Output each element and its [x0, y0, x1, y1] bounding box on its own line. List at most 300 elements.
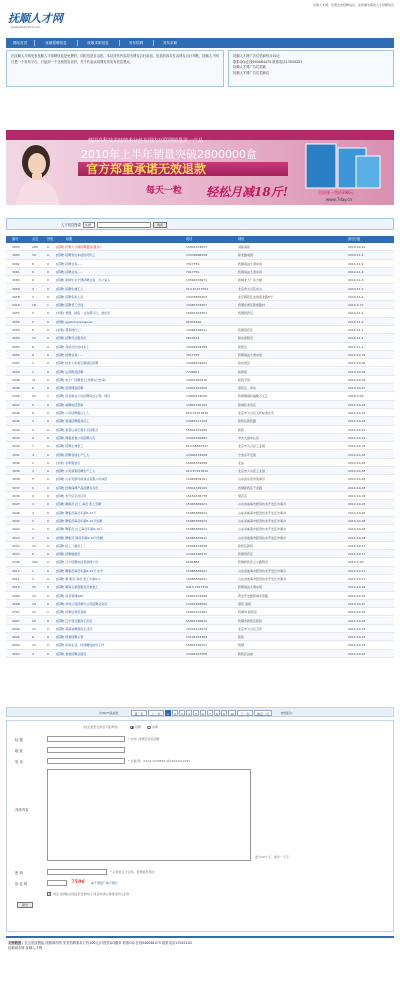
cell-last-reply: 2010-10-21: [348, 402, 366, 407]
cell-last-reply: 2010-10-15: [348, 601, 366, 606]
cell-title[interactable]: [招聘] 世界网络招聘: [56, 386, 84, 391]
cell-replies: 0: [47, 477, 49, 482]
cell-last-reply: 2010-10-18: [348, 452, 366, 457]
table-row: [6, 583, 394, 591]
cell-id: 3039: [12, 469, 20, 474]
notice-box: [6, 50, 224, 87]
logo-title: 抚顺人才网: [8, 12, 63, 25]
cell-address: 抚顺: [238, 643, 245, 648]
cell-address: 抚顺望花区: [238, 328, 254, 332]
col-id: 编号: [12, 237, 19, 241]
cell-last-reply: 2010-11-2: [348, 319, 364, 324]
cell-id: 3061: [12, 269, 20, 274]
cell-address: 抚顺南站大湾东街: [238, 352, 263, 357]
table-row: [6, 268, 394, 276]
cell-title[interactable]: [招聘] 公司招聘搬运工人: [56, 411, 90, 415]
cell-replies: 0: [47, 361, 49, 366]
cell-phone: 15941337361: [186, 610, 207, 615]
cell-last-reply: 2010-10-19: [348, 435, 366, 440]
cell-title[interactable]: [招聘] 抚顺保健产品招聘业务员: [56, 485, 99, 490]
cell-title[interactable]: [招聘] 招聘家政人员: [56, 294, 84, 299]
cell-phone: 13304167558: [186, 651, 207, 656]
cell-address: 山东省威海市经济技术开发区外事办: [238, 568, 287, 573]
table-row: [6, 617, 394, 625]
pager-jump[interactable]: [转到页]: [281, 711, 293, 715]
cell-id: 3060: [12, 278, 20, 283]
cell-clicks: 5: [32, 319, 34, 324]
cell-address: 新抚平街: [238, 377, 251, 382]
cell-phone: 13004166375: [186, 552, 207, 557]
cell-phone: 13104163384: [186, 635, 207, 640]
cell-id: 3003: [12, 651, 20, 656]
cell-title[interactable]: [招聘] 招聘业务……: [56, 352, 84, 357]
cell-title[interactable]: [求职] 管理、销售、业务都可以，最好是: [56, 311, 111, 316]
cell-clicks: 2: [32, 427, 34, 432]
pager-page-5[interactable]: 5: [193, 710, 199, 716]
table-row: [6, 442, 394, 450]
cell-replies: 0: [47, 585, 49, 590]
title-input[interactable]: [47, 736, 125, 742]
table-row: [6, 525, 394, 533]
cell-title[interactable]: [招聘] 资金制业公司招聘保洁主管、项目: [56, 394, 111, 399]
cell-id: 3041: [12, 452, 20, 457]
table-row: [6, 641, 394, 649]
col-address: 地址: [238, 237, 245, 241]
cell-replies: 0: [47, 336, 49, 341]
cell-replies: 0: [47, 245, 49, 249]
password-input[interactable]: [47, 869, 107, 875]
cell-clicks: 6: [32, 411, 34, 415]
ad-line-4[interactable]: 抚顺人才网广告位招商位: [233, 70, 270, 75]
cell-id: 3038: [12, 477, 20, 482]
cell-replies: 0: [47, 253, 49, 258]
cell-phone: 15965365621: [186, 535, 207, 540]
cell-id: 3048: [12, 386, 20, 391]
cell-title[interactable]: [招聘] 希望认真可靠年长的职员: [56, 427, 99, 432]
cell-id: 3045: [12, 419, 20, 424]
address-label: 地 址: [15, 749, 23, 753]
cell-id: 3010: [12, 585, 20, 590]
cell-last-reply: 2010-10-15: [348, 626, 366, 631]
type-radio-job[interactable]: [147, 726, 151, 730]
table-row: [6, 600, 394, 608]
cell-clicks: 6: [32, 344, 34, 349]
cell-last-reply: 2010-10-21: [348, 427, 366, 432]
cell-title[interactable]: [招聘] 聘船员海员年薪6-12万 中介: [56, 568, 104, 573]
cell-address: 望花区、河东: [238, 386, 257, 391]
cell-replies: 0: [47, 469, 49, 474]
cell-title[interactable]: [招聘] 招聘生效工人: [56, 286, 84, 291]
captcha-input[interactable]: [47, 880, 67, 886]
cell-title[interactable]: [招聘] 招聘业务……: [56, 269, 84, 274]
cell-title[interactable]: [招聘] 我是优化的技术工: [56, 344, 90, 349]
table-row: [6, 575, 394, 583]
cell-title[interactable]: [招聘] 铁东大东康宝眼镜店招聘: [56, 361, 99, 366]
content-hint: 最少10个字，最多一千字: [255, 855, 289, 859]
banner-small-text: 韩国高科技美味纳米分丝在国内互联网销量第一产品: [88, 138, 204, 144]
cell-clicks: 1: [32, 361, 34, 366]
cell-id: 3037: [12, 485, 20, 490]
cell-address: 铁东街区: [238, 361, 251, 366]
cell-replies: 0: [47, 635, 49, 640]
cell-clicks: 3: [32, 294, 34, 299]
pager-prev[interactable]: 上一页: [148, 710, 164, 716]
cell-title[interactable]: [招聘] 招聘有出车能的司机工: [56, 253, 96, 258]
cell-id: 3046: [12, 411, 20, 415]
pager-last[interactable]: 最后一页: [254, 710, 272, 716]
cell-phone: 2614374: [186, 336, 200, 341]
cell-clicks: 4: [32, 452, 34, 457]
table-row: [6, 509, 394, 517]
cell-clicks: 10: [32, 543, 36, 548]
table-row: [6, 592, 394, 600]
phone-input[interactable]: [47, 758, 125, 764]
cell-phone: 15201112979: [186, 626, 207, 631]
table-row: [6, 467, 394, 475]
cell-clicks: 1: [32, 369, 34, 374]
table-row: [6, 542, 394, 550]
cell-clicks: 5: [32, 402, 34, 407]
cell-clicks: 3: [32, 286, 34, 291]
cell-title[interactable]: [招聘] 邢智招聘主管: [56, 635, 84, 640]
cell-title[interactable]: [招聘] 食堂招聘杂面员: [56, 651, 87, 656]
captcha-image: 7596: [71, 879, 85, 885]
cell-address: 抚顺顺城区福鞍万汇汇: [238, 394, 269, 399]
cell-address: 抚顺南站大湾东街: [238, 261, 263, 266]
cell-clicks: 3: [32, 419, 34, 424]
cell-replies: 0: [47, 460, 49, 465]
cell-replies: 0: [47, 485, 49, 490]
table-row: [6, 309, 394, 317]
cell-replies: 0: [47, 294, 49, 299]
cell-id: 3012: [12, 568, 20, 573]
cell-id: 3056: [12, 319, 20, 324]
table-row: [6, 633, 394, 641]
cell-title[interactable]: [招聘] 市场公司抚顺分公司招聘业务员: [56, 601, 108, 606]
cell-title[interactable]: [求职] 求职服装店: [56, 460, 81, 465]
cell-address: 新抚区新抚: [238, 543, 254, 548]
table-row: [6, 376, 394, 384]
cell-id: 3004: [12, 643, 20, 648]
cell-phone: 7708421: [186, 369, 200, 374]
table-row: [6, 517, 394, 525]
cell-last-reply: 2010-11-1: [348, 328, 364, 332]
pager-page-4[interactable]: 4: [186, 710, 192, 716]
cell-address: 抚顺南站大湾东街: [238, 585, 263, 590]
cell-address: 山东省威海市经济技术开发区外事办: [238, 510, 287, 515]
cell-last-reply: 2010-10-15: [348, 618, 366, 623]
cell-title[interactable]: [招聘] 健康美食公司招聘人员: [56, 435, 96, 440]
pager-page-6[interactable]: 6: [200, 710, 206, 716]
cell-phone: 15965365621: [186, 502, 207, 507]
ad-box: [228, 50, 394, 87]
cell-phone: 15154336778: [186, 494, 207, 498]
type-radio-recruit[interactable]: [130, 726, 134, 730]
table-row: [6, 334, 394, 342]
cell-replies: 0: [47, 278, 49, 283]
table-row: [6, 260, 394, 268]
cell-title[interactable]: [招聘] 辽宁商业服饰专卖店: [56, 618, 93, 623]
cell-id: 3044: [12, 427, 20, 432]
cell-address: 中央大街中心区: [238, 435, 260, 440]
cell-phone: 0413-7917759: [186, 585, 209, 590]
cell-id: 3023: [12, 535, 20, 540]
cell-phone: 15965365621: [186, 568, 207, 573]
phone-hint: * 必填 例：0413-1234567 或13041112222: [128, 759, 191, 763]
top-notice: 抚顺人才网，免费发布招聘信息，在抚顺求职找人才招聘信息: [312, 3, 394, 7]
cell-last-reply: 2010-10-18: [348, 469, 366, 474]
logo-url: www.fsinfo413.com: [11, 25, 41, 29]
cell-title[interactable]: [招聘] 电子厂招聘普工(急聘)(已结束): [56, 377, 106, 382]
cell-replies: 0: [47, 535, 49, 540]
cell-title[interactable]: [招聘] 公司高管招聘生产工人: [56, 469, 96, 474]
cell-id: 3053: [12, 344, 20, 349]
cell-phone: 6081886: [186, 560, 200, 565]
cell-last-reply: 2010-10-21: [348, 411, 366, 415]
cell-id: 3008: [12, 601, 20, 606]
pager-next[interactable]: 下一页: [237, 710, 253, 716]
pager-page-2[interactable]: 2: [172, 710, 178, 716]
cell-phone: 15841396612: [186, 618, 207, 623]
submit-button[interactable]: 提交: [17, 902, 33, 908]
cell-title[interactable]: [招聘] 聘船员 海员年薪6-12万急聘: [56, 535, 104, 540]
cell-clicks: 12: [32, 336, 36, 341]
cell-address: 山东省威海市经济技术开发区外事办: [238, 502, 287, 507]
address-input[interactable]: [47, 747, 125, 753]
cell-id: 3051: [12, 361, 20, 366]
cell-last-reply: 2010-5-29: [348, 560, 364, 565]
table-row: [6, 276, 394, 284]
table-row: [6, 318, 394, 326]
pager-page-3[interactable]: 3: [179, 710, 185, 716]
phone-label: 电 话: [15, 760, 23, 764]
cell-address: 北京市大兴区工业园: [238, 469, 266, 474]
nav-post-recruit[interactable]: 发布招聘: [128, 41, 144, 45]
cell-title[interactable]: [招聘] 招聘普工学徒: [56, 303, 84, 308]
pager-first[interactable]: 第一页: [131, 710, 147, 716]
cell-id: 2707: [12, 610, 20, 615]
cell-replies: 0: [47, 311, 49, 316]
cell-replies: 0: [47, 510, 49, 515]
footer-line-2[interactable]: 抚顺城市网 抚顺人才网: [8, 946, 43, 950]
cell-phone: 15965365621: [186, 518, 207, 523]
cell-title[interactable]: [求职] 都是操作工！: [56, 328, 84, 332]
cell-phone: 13841330193: [186, 402, 207, 407]
cell-title[interactable]: [招聘] 山东英源环保建业有限公司诚招: [56, 477, 108, 482]
cell-replies: 0: [47, 269, 49, 274]
cell-last-reply: 2010-11-4: [348, 253, 364, 258]
cell-replies: 0: [47, 352, 49, 357]
cell-clicks: 6: [32, 278, 34, 283]
cell-clicks: 1: [32, 460, 34, 465]
cell-title[interactable]: [招聘] 聘船员 拉工海员年薪6-12万: [56, 527, 104, 532]
cell-clicks: 10: [32, 593, 36, 598]
cell-last-reply: 2010-10-17: [348, 543, 366, 548]
pager-page-9[interactable]: 9: [221, 710, 227, 716]
cell-title[interactable]: [招聘] 资金管理APP: [56, 593, 83, 598]
notice-text: 在抚顺人才网发布抚顺人才招聘信息是免费的，同时也是自由的，本站所有内容均为网友自行添加。信息的真实性由网友自行判断，抚顺人才网只是一个发布平台，只起到一个交流信息目的，并不代表认同网友所发布信息观点。: [11, 54, 219, 64]
search-input[interactable]: [97, 222, 151, 228]
cell-address: 西安开发路新城中部路: [238, 593, 269, 598]
cell-last-reply: 2010-10-18: [348, 477, 366, 482]
cell-title[interactable]: [招聘] 新城乐尔宁德招聘业务、办公室人: [56, 278, 111, 283]
cell-address: 北京市大兴区五环标准住宅: [238, 411, 275, 415]
cell-title[interactable]: [招聘] 招聘生效普工: [56, 444, 84, 449]
cell-title[interactable]: [招聘] 聘船员 拉工 海员 普工急聘: [56, 502, 102, 507]
cell-phone: 7917759: [186, 352, 200, 357]
pager: [6, 707, 394, 717]
table-row: [6, 401, 394, 409]
captcha-refresh-link[interactable]: 看不清楚？换个图片: [91, 881, 119, 885]
cell-phone: 15965365621: [186, 577, 207, 581]
cell-title[interactable]: [招聘] 招聘司总服务员: [56, 336, 87, 341]
cell-last-reply: 2010-10-18: [348, 444, 366, 449]
post-form: [6, 720, 394, 932]
cell-replies: 0: [47, 626, 49, 631]
cell-title[interactable]: [招聘] 招工（最好工）: [56, 543, 87, 548]
pager-page-10[interactable]: 10: [228, 710, 236, 716]
cell-address: 抚顺望花区: [238, 552, 254, 557]
cell-last-reply: 2010-10-17: [348, 552, 366, 557]
site-logo[interactable]: [8, 10, 98, 36]
cell-address: 宁金乡平安街: [238, 452, 257, 457]
cell-title[interactable]: [招聘] 招聘业务……: [56, 261, 84, 266]
cell-last-reply: 2010-10-17: [348, 577, 366, 581]
cell-title[interactable]: [招聘] 招聘各地生产工人: [56, 452, 90, 457]
cell-replies: 0: [47, 411, 49, 415]
cell-phone: 15904233458: [186, 543, 207, 548]
cell-replies: 0: [47, 369, 49, 374]
cell-clicks: 4: [32, 510, 34, 515]
cell-replies: 2: [47, 560, 49, 565]
cell-title[interactable]: [招聘] 聘 船员 海员 普工年薪6-1: [56, 577, 101, 581]
cell-title[interactable]: [招聘] 普通招聘服务员工: [56, 419, 90, 424]
cell-title[interactable]: [招聘] 高薪诚聘国际生活员: [56, 626, 93, 631]
cell-title[interactable]: [招聘] 聘船员海员年薪6-12万: [56, 510, 97, 515]
footer-links-text[interactable]: | 在这里放链接 抚顺城市网 发布招聘要求只有100元/月提供QQ服务 联系QQ:在线940064475 联系电话13945205: [22, 941, 192, 945]
cell-title[interactable]: [招聘] 聘船员海员年薪6-12万急聘: [56, 518, 103, 523]
ad-line-3[interactable]: 抚顺人才网广告位招商: [233, 65, 266, 69]
cell-address: 抚顺市新抚区新抚: [238, 618, 263, 623]
cell-title[interactable]: [招聘] 家庭生活、快速赚钱的好工作: [56, 643, 105, 648]
table-row: [6, 451, 394, 459]
cell-clicks: 3: [32, 651, 34, 656]
cell-phone: 15841359458: [186, 460, 207, 465]
cell-last-reply: 2010-4-23: [348, 394, 364, 399]
cell-phone: 13804233008: [186, 394, 207, 399]
table-row: [6, 417, 394, 425]
cell-title[interactable]: [招聘] gjgzkdzyiwxigeuw: [56, 319, 93, 324]
search-field-select[interactable]: 标题: [83, 222, 95, 228]
nav-job-info[interactable]: 抚顺求职信息: [87, 41, 109, 45]
cell-phone: 7917759: [186, 269, 200, 274]
table-row: [6, 384, 394, 392]
content-textarea[interactable]: [47, 769, 251, 861]
cell-title[interactable]: [招聘] 抚顺人才网招聘置顶(置顶): [56, 245, 101, 249]
cell-clicks: 43: [32, 394, 36, 399]
cell-last-reply: 2010-10-10: [348, 245, 366, 249]
cell-address: 抚顺新抚区千金路: [238, 485, 263, 490]
cell-title[interactable]: [招聘] 招聘数据员: [56, 552, 81, 557]
cell-phone: 010-57223612: [186, 469, 209, 474]
cell-id: 3026: [12, 510, 20, 515]
cell-last-reply: 2010-10-18: [348, 502, 366, 507]
cell-phone: 7917759: [186, 261, 200, 266]
cell-id: 3306: [12, 394, 20, 399]
pager-page-1[interactable]: 1: [165, 710, 171, 716]
type-job-label: 求职: [152, 725, 159, 729]
cell-id: 3005: [12, 635, 20, 640]
nav-post-job[interactable]: 发布求职: [162, 41, 178, 45]
table-row: [6, 359, 394, 367]
cell-address: 新抚区新抚路: [238, 419, 257, 424]
cell-id: 3042: [12, 444, 20, 449]
cell-title[interactable]: [招聘] 求开店宝员区岗: [56, 494, 87, 498]
cell-last-reply: 2010-11-4: [348, 269, 364, 274]
cell-address: 抚顺东洲区新洲路林: [238, 303, 266, 308]
cell-phone: 15965365621: [186, 527, 207, 532]
cell-clicks: 11: [32, 377, 36, 382]
cell-clicks: 0: [32, 494, 34, 498]
cell-address: 山东省东营市利津县: [238, 477, 266, 482]
cell-address: 望花 南杨: [238, 601, 251, 606]
cell-title[interactable]: [招聘] 山西物流招聘: [56, 369, 84, 374]
cell-replies: 0: [47, 593, 49, 598]
cell-address: 北京市大兴区东山: [238, 286, 263, 291]
cell-clicks: 14: [32, 601, 36, 606]
search-button[interactable]: 搜索: [153, 222, 167, 228]
nav-recruit-info[interactable]: 抚顺招聘信息: [45, 41, 67, 45]
cell-last-reply: 2010-10-18: [348, 518, 366, 523]
cell-clicks: 19: [32, 618, 36, 623]
banner-site: www.7day.cn: [326, 197, 353, 202]
cell-phone: 13065111229: [186, 419, 207, 424]
cell-title[interactable]: [招聘] 顺海五星级服务员食堂工: [56, 585, 99, 590]
cell-last-reply: 2010-10-18: [348, 510, 366, 515]
cell-address: 新东街附近: [238, 336, 254, 341]
cell-title[interactable]: [招聘] 辽宁招聘电信营销操公司: [56, 560, 99, 565]
table-row: [6, 500, 394, 508]
agree-checkbox[interactable]: [47, 892, 51, 896]
pager-page-7[interactable]: 7: [207, 710, 213, 716]
cell-address: 山东省威海市经济技术开发区外事办: [238, 577, 287, 581]
cell-title[interactable]: [招聘] 抚顺远利招查销: [56, 610, 87, 615]
cell-address: 抚顺新抚区: [238, 311, 254, 316]
cell-last-reply: 2010-10-15: [348, 643, 366, 648]
cell-id: 3006: [12, 626, 20, 631]
cell-clicks: 1: [32, 568, 34, 573]
cell-address: 新城北大厂东方楼: [238, 278, 263, 283]
cell-title[interactable]: [招聘] 诚聘电话营销: [56, 402, 84, 407]
cell-id: 3025: [12, 518, 20, 523]
cell-last-reply: 2010-10-29: [348, 377, 366, 382]
cell-id: 3306: [12, 560, 20, 565]
cell-address: 北京市大兴区工业园: [238, 444, 266, 449]
cell-replies: 0: [47, 643, 49, 648]
ad-banner[interactable]: [6, 130, 394, 205]
cell-phone: 13841339103: [186, 485, 207, 490]
cell-replies: 0: [47, 419, 49, 424]
pager-page-8[interactable]: 8: [214, 710, 220, 716]
cell-id: 3011: [12, 577, 20, 581]
cell-last-reply: 2010-11-4: [348, 261, 364, 266]
cell-phone: 010-51977554: [186, 286, 209, 291]
nav-home[interactable]: 网站首页: [12, 41, 28, 45]
ad-line-1[interactable]: 抚顺人才网广告位招商每月50元: [233, 54, 281, 58]
agree-text: 同意 [抚顺]在线信息发布协议,同意时请认真阅读协议条款: [53, 892, 130, 896]
cell-last-reply: 2010-10-17: [348, 568, 366, 573]
cell-address: 北站: [238, 460, 245, 465]
